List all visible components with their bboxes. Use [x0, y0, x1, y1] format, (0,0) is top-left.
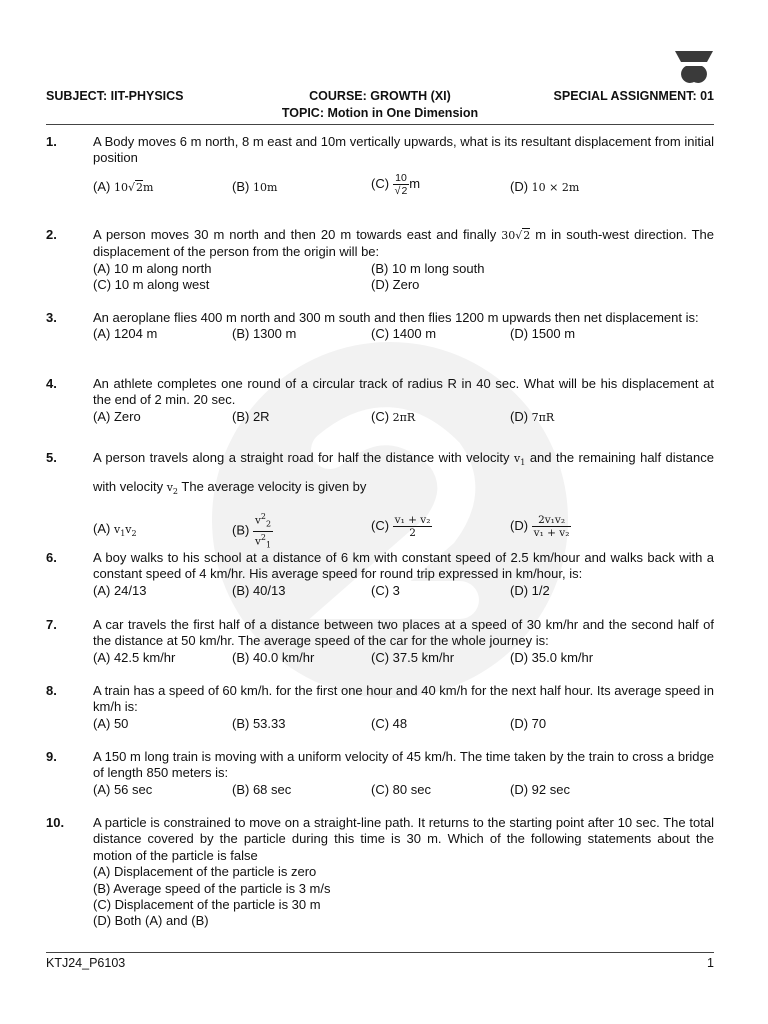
- option-a[interactable]: (A) 1204 m: [93, 326, 158, 342]
- option-a[interactable]: (A) Displacement of the particle is zero: [93, 864, 317, 880]
- question-8: [46, 683, 714, 732]
- options-row: [93, 326, 714, 342]
- option-d[interactable]: (D) $\frac{\text{2v₁v₂}}{\text{v₁ + v₂}}$: [510, 514, 570, 540]
- question-text: A person travels along a straight road for half the distance with velocity $v_1$ and the remaining half distance with velocity $v_2$ The average velocity is given by: [93, 450, 714, 497]
- option-d[interactable]: (D) 10 × 2m: [510, 178, 580, 194]
- options-row: [93, 716, 714, 732]
- subject-label: SUBJECT: IIT-PHYSICS: [46, 89, 184, 103]
- question-text: A person moves 30 m north and then 20 m towards east and finally 30√2 m in south-west direction. The displacement of the person from the origin will be:: [93, 227, 715, 260]
- question-number: 9.: [46, 749, 57, 764]
- question-7: [46, 617, 714, 666]
- question-number: 8.: [46, 683, 57, 698]
- option-b[interactable]: (B) 68 sec: [232, 781, 292, 797]
- options-row: [93, 583, 714, 599]
- footer-divider: [46, 952, 714, 953]
- option-a[interactable]: (A) 42.5 km/hr: [93, 649, 176, 665]
- option-a[interactable]: (A) Zero: [93, 408, 141, 424]
- option-c[interactable]: (C) Displacement of the particle is 30 m: [93, 897, 321, 913]
- options-row: [93, 171, 714, 201]
- assignment-label: SPECIAL ASSIGNMENT: 01: [553, 89, 714, 103]
- option-c[interactable]: (C) 37.5 km/hr: [371, 649, 455, 665]
- option-b[interactable]: (B) 40.0 km/hr: [232, 649, 315, 665]
- question-text: A boy walks to his school at a distance of 6 km with constant speed of 2.5 km/hour and walks back with a constant speed of 4 km/hr. His average speed for round trip expressed in km/hour, is:: [93, 550, 714, 582]
- option-d[interactable]: (D) 70: [510, 715, 547, 731]
- option-c[interactable]: (C) $\frac{10}{√2}$ m: [371, 171, 421, 197]
- option-b[interactable]: (B) 1300 m: [232, 326, 297, 342]
- question-1: [46, 134, 714, 201]
- options-list: [93, 864, 714, 930]
- page-number: 1: [707, 956, 714, 970]
- question-text: A 150 m long train is moving with a uniform velocity of 45 km/h. The time taken by the train to cross a bridge of length 850 meters is:: [93, 749, 714, 781]
- options-row: [93, 261, 714, 277]
- option-a[interactable]: (A) 10 m along north: [93, 260, 212, 276]
- option-b[interactable]: (B) $\frac{v^2_2}{v^2_1}$: [232, 512, 272, 550]
- option-c[interactable]: (C) 3: [371, 582, 400, 598]
- options-row: [93, 512, 714, 550]
- question-text: A car travels the first half of a distance between two places at a speed of 30 km/hr and the second half of the distance at 50 km/hr. The average speed of the car for the whole journey is:: [93, 617, 714, 649]
- header-divider: [46, 124, 714, 125]
- option-d[interactable]: (D) Both (A) and (B): [93, 913, 209, 929]
- option-c[interactable]: (C) 1400 m: [371, 326, 437, 342]
- options-row: [93, 650, 714, 666]
- question-6: [46, 550, 714, 599]
- options-row: [93, 277, 714, 293]
- option-b[interactable]: (B) Average speed of the particle is 3 m/s: [93, 880, 331, 896]
- question-number: 5.: [46, 450, 57, 465]
- option-d[interactable]: (D) Zero: [371, 277, 420, 293]
- question-text: An aeroplane flies 400 m north and 300 m south and then flies 1200 m upwards then net displacement is:: [93, 310, 699, 325]
- option-a[interactable]: (A) $v_1v_2$: [93, 521, 137, 539]
- option-d[interactable]: (D) 92 sec: [510, 781, 570, 797]
- document-code: KTJ24_P6103: [46, 956, 126, 970]
- course-label: COURSE: GROWTH (XI): [309, 89, 451, 103]
- footer: [46, 956, 714, 970]
- question-text: A Body moves 6 m north, 8 m east and 10m vertically upwards, what is its resultant displacement from initial position: [93, 134, 714, 166]
- options-row: [93, 782, 714, 798]
- lamp-logo-icon: [675, 51, 713, 83]
- option-c[interactable]: (C) $\frac{\text{v₁ + v₂}}{2}$: [371, 514, 431, 540]
- option-b[interactable]: (B) 10m: [232, 178, 278, 194]
- options-row: [93, 409, 714, 425]
- option-b[interactable]: (B) 53.33: [232, 715, 286, 731]
- question-number: 2.: [46, 227, 57, 242]
- question-number: 6.: [46, 550, 57, 565]
- question-9: [46, 749, 714, 798]
- question-10: [46, 815, 714, 930]
- option-b[interactable]: (B) 2R: [232, 408, 270, 424]
- option-c[interactable]: (C) 10 m along west: [93, 277, 210, 293]
- option-b[interactable]: (B) 10 m long south: [371, 260, 485, 276]
- option-a[interactable]: (A) 24/13: [93, 582, 147, 598]
- option-a[interactable]: (A) 10√2m: [93, 178, 154, 194]
- question-number: 7.: [46, 617, 57, 632]
- option-d[interactable]: (D) 1/2: [510, 582, 550, 598]
- question-text: A particle is constrained to move on a straight-line path. It returns to the starting point after 10 sec. The total distance covered by the particle during this time is 30 m. Which of the following statements about the motion of the particle is false: [93, 815, 714, 863]
- question-text: A train has a speed of 60 km/h. for the first one hour and 40 km/h for the next half hour. Its average speed in km/h is:: [93, 683, 714, 715]
- question-number: 10.: [46, 815, 65, 830]
- question-number: 1.: [46, 134, 57, 149]
- option-b[interactable]: (B) 40/13: [232, 582, 286, 598]
- option-c[interactable]: (C) 48: [371, 715, 408, 731]
- option-c[interactable]: (C) 2πR: [371, 408, 416, 424]
- option-d[interactable]: (D) 7πR: [510, 408, 555, 424]
- header-row: [46, 89, 714, 105]
- option-a[interactable]: (A) 56 sec: [93, 781, 153, 797]
- question-number: 4.: [46, 376, 57, 391]
- question-text: An athlete completes one round of a circular track of radius R in 40 sec. What will be his displacement at the end of 2 min. 20 sec.: [93, 376, 714, 408]
- option-d[interactable]: (D) 35.0 km/hr: [510, 649, 594, 665]
- question-3: [46, 310, 714, 343]
- question-4: [46, 376, 714, 425]
- option-a[interactable]: (A) 50: [93, 715, 129, 731]
- topic-label: TOPIC: Motion in One Dimension: [281, 106, 479, 120]
- question-5: [46, 446, 714, 550]
- question-number: 3.: [46, 310, 57, 325]
- question-2: [46, 227, 714, 294]
- option-d[interactable]: (D) 1500 m: [510, 326, 576, 342]
- option-c[interactable]: (C) 80 sec: [371, 781, 431, 797]
